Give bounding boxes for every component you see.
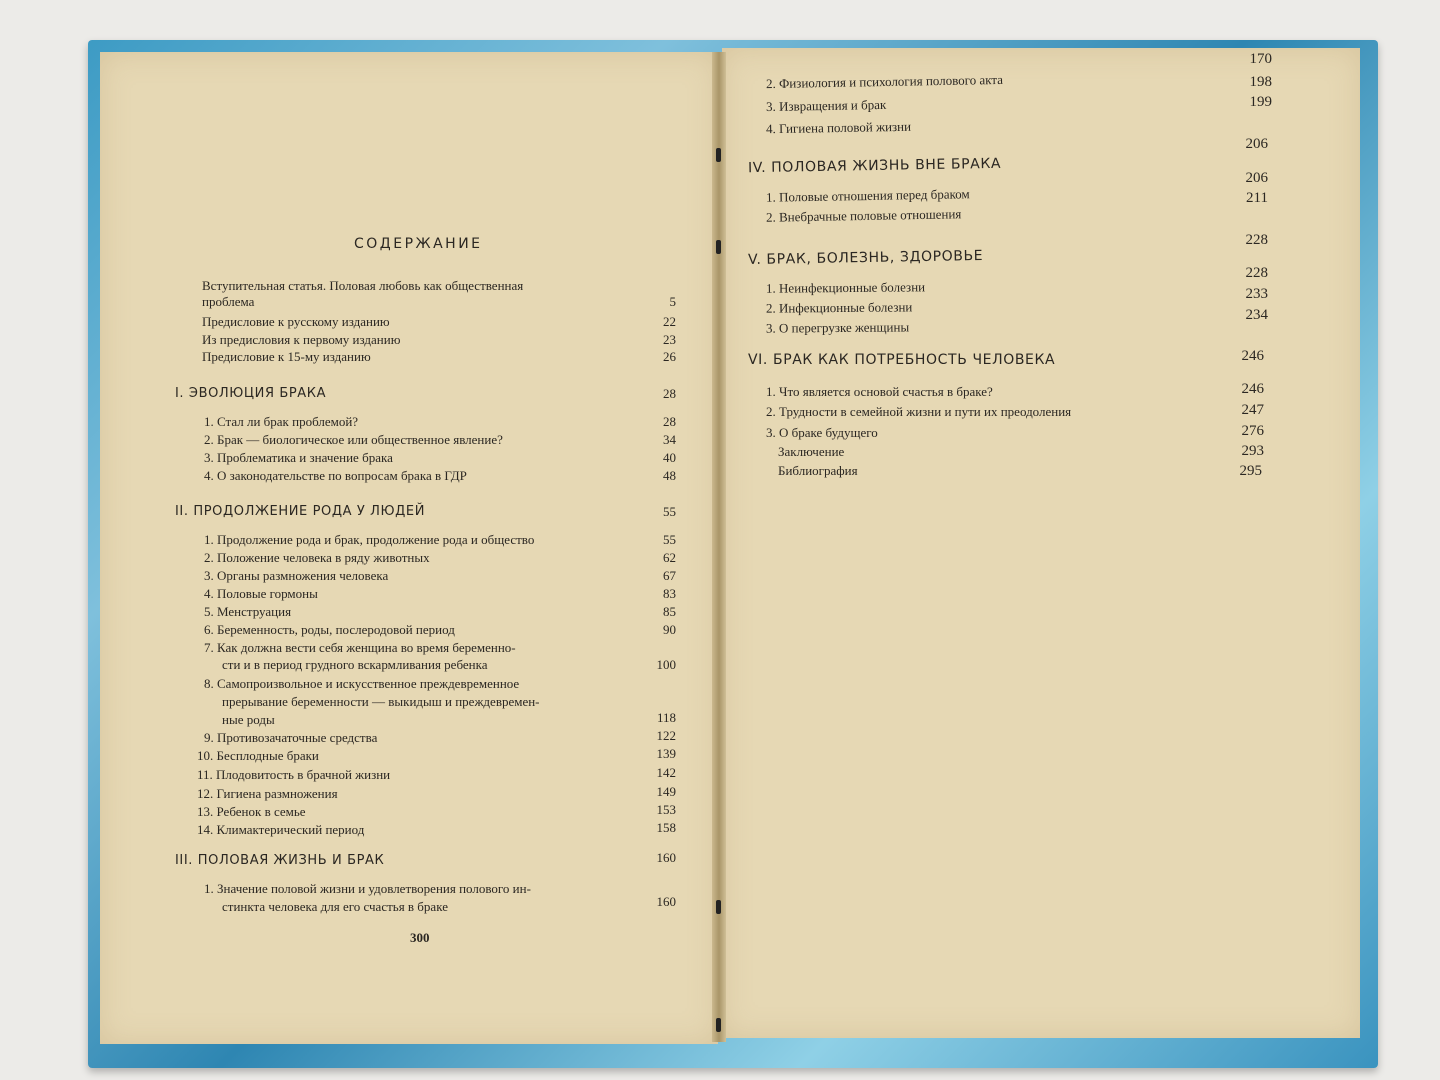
toc-entry-page: 100: [656, 657, 676, 672]
toc-entry-text: 3. Извращения и брак: [765, 96, 887, 115]
toc-entry-page: 85: [663, 604, 676, 619]
toc-entry-text: Библиография: [778, 463, 858, 478]
chapter-title: III. ПОЛОВАЯ ЖИЗНЬ И БРАК: [175, 853, 385, 868]
binding-stitch: [716, 148, 721, 162]
toc-entry-text: 10. Бесплодные браки: [197, 748, 319, 763]
toc-entry-text: 1. Неинфекционные болезни: [765, 279, 926, 296]
toc-entry-page: 149: [656, 784, 676, 799]
toc-entry-text: 2. Брак — биологическое или общественное явление?: [204, 432, 503, 447]
toc-entry-text: Из предисловия к первому изданию: [202, 332, 401, 347]
toc-entry-text: 3. О браке будущего: [766, 425, 878, 440]
toc-entry-page: 206: [1245, 136, 1268, 152]
chapter-title: II. ПРОДОЛЖЕНИЕ РОДА У ЛЮДЕЙ: [175, 504, 426, 519]
toc-entry-text: 13. Ребенок в семье: [197, 804, 306, 819]
toc-entry-page: 34: [663, 432, 676, 447]
toc-entry-page: 22: [663, 314, 676, 329]
toc-entry-text: 2. Инфекционные болезни: [765, 299, 913, 316]
binding-stitch: [716, 240, 721, 254]
chapter-page: 55: [663, 504, 676, 519]
toc-entry-text: 6. Беременность, роды, послеродовой период: [204, 622, 455, 637]
toc-entry-text: 1. Что является основой счастья в браке?: [766, 384, 993, 399]
toc-entry-page: 247: [1241, 402, 1264, 418]
toc-entry-text: 4. Гигиена половой жизни: [765, 118, 912, 137]
toc-entry-page: 83: [663, 586, 676, 601]
toc-entry-text: стинкта человека для его счастья в браке: [222, 899, 448, 914]
toc-entry-page: 122: [656, 728, 676, 743]
chapter-title: VI. БРАК КАК ПОТРЕБНОСТЬ ЧЕЛОВЕКА: [748, 352, 1056, 368]
toc-entry-text: 3. Проблематика и значение брака: [204, 450, 393, 465]
toc-entry-text: сти и в период грудного вскармливания ребенка: [222, 657, 488, 672]
folio-page-number: 300: [410, 930, 430, 945]
toc-heading: СОДЕРЖАНИЕ: [354, 236, 483, 252]
chapter-page: 160: [656, 850, 676, 865]
toc-entry-text: 3. Органы размножения человека: [204, 568, 389, 583]
binding-stitch: [716, 1018, 721, 1032]
toc-entry-text: 5. Менструация: [204, 604, 292, 619]
toc-entry-text: Предисловие к русскому изданию: [202, 314, 390, 329]
toc-entry-text: Вступительная статья. Половая любовь как общественная: [202, 278, 524, 293]
toc-entry-page: 48: [663, 468, 676, 483]
toc-entry-page: 246: [1241, 381, 1264, 397]
toc-entry-page: 234: [1245, 307, 1268, 323]
toc-entry-page: 158: [656, 820, 676, 835]
toc-entry-page: 295: [1239, 463, 1262, 479]
book-spine: [712, 52, 726, 1042]
toc-entry-text: 11. Плодовитость в брачной жизни: [197, 767, 391, 782]
toc-entry-page: 28: [663, 414, 676, 429]
chapter-title: V. БРАК, БОЛЕЗНЬ, ЗДОРОВЬЕ: [747, 247, 984, 269]
toc-entry-page: 90: [663, 622, 676, 637]
toc-entry-text: 2. Физиология и психология полового акта: [765, 71, 1004, 92]
toc-entry-text: 4. Половые гормоны: [204, 586, 318, 601]
toc-entry-text: 1. Значение половой жизни и удовлетворения полового ин-: [204, 881, 531, 896]
toc-entry-page: 228: [1245, 232, 1268, 248]
toc-entry-text: 2. Внебрачные половые отношения: [765, 206, 962, 225]
toc-entry-page: 199: [1249, 94, 1272, 110]
toc-entry-page: 276: [1241, 423, 1264, 439]
toc-entry-text: 1. Продолжение рода и брак, продолжение рода и общество: [204, 532, 535, 547]
toc-entry-page: 293: [1241, 443, 1264, 459]
toc-entry-text: 12. Гигиена размножения: [197, 786, 338, 801]
toc-entry-page: 118: [656, 710, 676, 725]
toc-entry-page: 139: [656, 746, 676, 761]
chapter-title: IV. ПОЛОВАЯ ЖИЗНЬ ВНЕ БРАКА: [747, 155, 1002, 177]
toc-entry-text: 7. Как должна вести себя женщина во время беременно-: [204, 640, 516, 655]
toc-entry-page: 55: [663, 532, 676, 547]
toc-entry-text: 3. О перегрузке женщины: [765, 319, 910, 336]
toc-entry-page: 233: [1245, 286, 1268, 302]
toc-entry-text: 1. Половые отношения перед браком: [765, 186, 970, 205]
toc-entry-page: 67: [663, 568, 676, 583]
toc-entry-text: 14. Климактерический период: [197, 822, 365, 837]
toc-entry-text: 2. Трудности в семейной жизни и пути их преодоления: [766, 404, 1072, 419]
toc-entry-page: 198: [1249, 74, 1272, 90]
toc-entry-page: 211: [1246, 190, 1268, 206]
chapter-page: 228: [1245, 265, 1268, 281]
toc-entry-text: 1. Стал ли брак проблемой?: [204, 414, 359, 429]
chapter-page: 28: [663, 386, 676, 401]
toc-entry-page: 142: [656, 765, 676, 780]
toc-entry-text: Заключение: [778, 444, 845, 459]
toc-entry-text: ные роды: [222, 712, 275, 727]
toc-entry-text: 9. Противозачаточные средства: [204, 730, 378, 745]
toc-entry-page: 153: [656, 802, 676, 817]
toc-entry-page: 40: [663, 450, 676, 465]
toc-entry-page: 5: [669, 294, 676, 309]
toc-entry-page: 23: [663, 332, 676, 347]
chapter-page: 246: [1241, 348, 1264, 364]
toc-entry-text: прерывание беременности — выкидыш и преждевремен-: [222, 694, 540, 709]
toc-entry-text: 4. О законодательстве по вопросам брака в ГДР: [204, 468, 467, 483]
chapter-page: 206: [1245, 170, 1268, 186]
toc-entry-text: Предисловие к 15-му изданию: [202, 349, 371, 364]
toc-entry-text: 2. Положение человека в ряду животных: [204, 550, 430, 565]
toc-entry-page: 26: [663, 349, 676, 364]
toc-entry-text: 8. Самопроизвольное и искусственное преждевременное: [204, 676, 520, 691]
toc-entry-page: 170: [1249, 51, 1272, 67]
toc-entry-page: 160: [656, 894, 676, 909]
chapter-title: I. ЭВОЛЮЦИЯ БРАКА: [175, 386, 327, 401]
binding-stitch: [716, 900, 721, 914]
toc-entry-page: 62: [663, 550, 676, 565]
toc-entry-text: проблема: [202, 294, 255, 309]
